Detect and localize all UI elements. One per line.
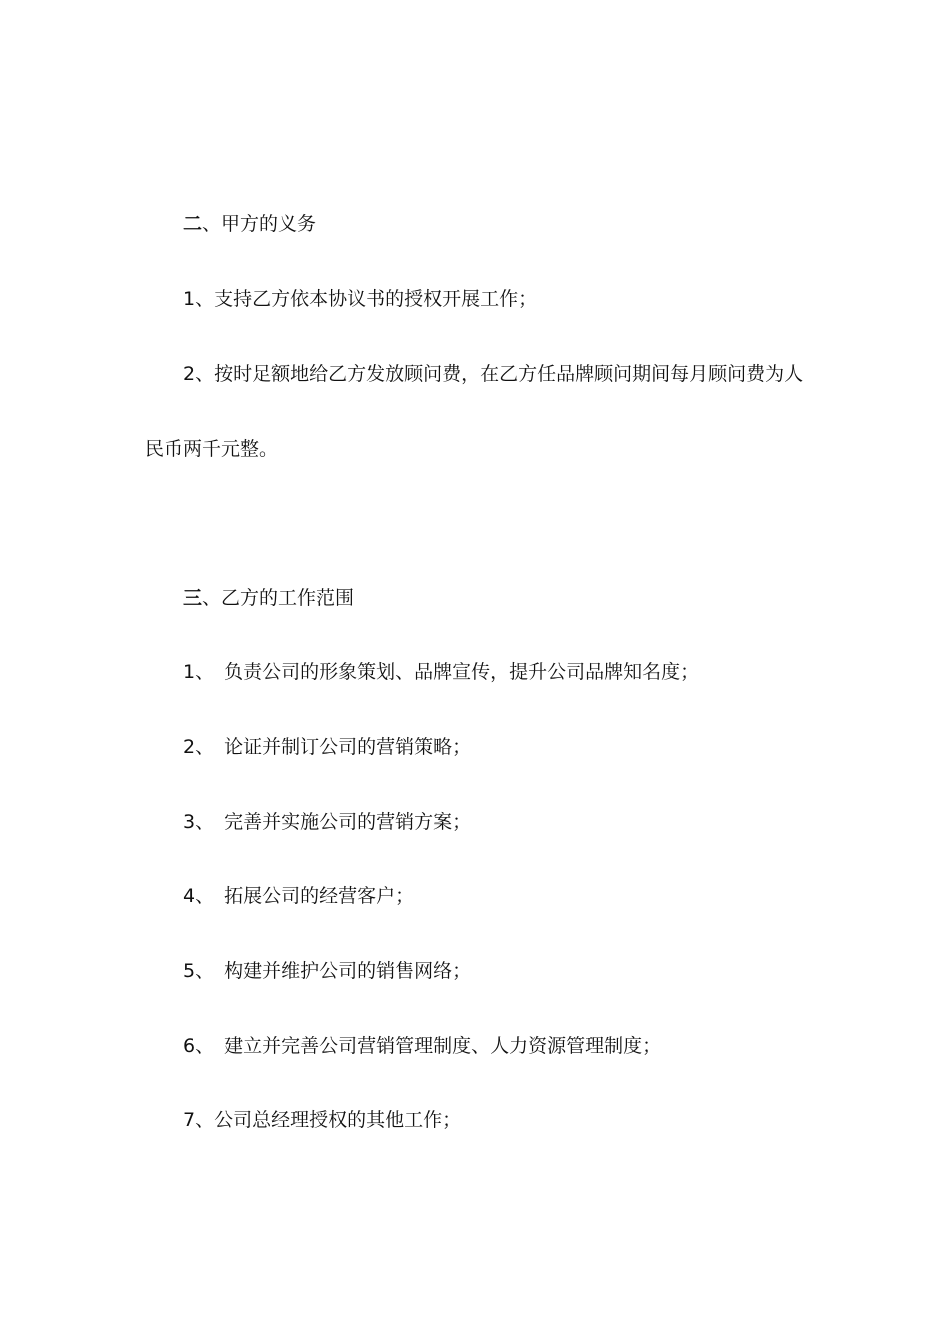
section-2-heading-text: 、甲方的义务: [202, 213, 317, 235]
section-3-heading: [183, 586, 354, 610]
section-3-heading-text: 、乙方的工作范围: [202, 587, 355, 609]
item-number: 2、: [183, 736, 215, 758]
section-3-item-7: 7、公司总经理授权的其他工作；: [183, 1109, 462, 1131]
section-2-heading-number: 二: [183, 213, 203, 235]
section-3-item-2: [183, 735, 471, 759]
item-text: 构建并维护公司的销售网络；: [224, 960, 472, 982]
section-2-item-1: 1、支持乙方依本协议书的授权开展工作；: [183, 288, 538, 310]
item-text: 完善并实施公司的营销方案；: [224, 811, 472, 833]
item-number: 5、: [183, 960, 215, 982]
section-2-item-2-continuation: 民币两千元整。: [145, 438, 279, 460]
item-text: 建立并完善公司营销管理制度、人力资源管理制度；: [224, 1035, 662, 1057]
item-number: 6、: [183, 1035, 215, 1057]
item-number: 1、: [183, 661, 215, 683]
section-3-item-5: [183, 959, 471, 983]
section-3-heading-number: 三: [183, 587, 203, 609]
section-3-item-3: [183, 810, 471, 834]
item-text: 论证并制订公司的营销策略；: [224, 736, 472, 758]
section-2-item-2: 2、按时足额地给乙方发放顾问费，在乙方任品牌顾问期间每月顾问费为人: [183, 363, 804, 385]
section-3-item-6: [183, 1034, 661, 1058]
section-2-heading: [183, 212, 316, 236]
item-text: 负责公司的形象策划、品牌宣传，提升公司品牌知名度；: [224, 661, 700, 683]
item-text: 拓展公司的经营客户；: [224, 885, 415, 907]
item-number: 4、: [183, 885, 215, 907]
section-3-item-4: [183, 884, 414, 908]
section-3-item-1: [183, 660, 699, 684]
item-number: 3、: [183, 811, 215, 833]
